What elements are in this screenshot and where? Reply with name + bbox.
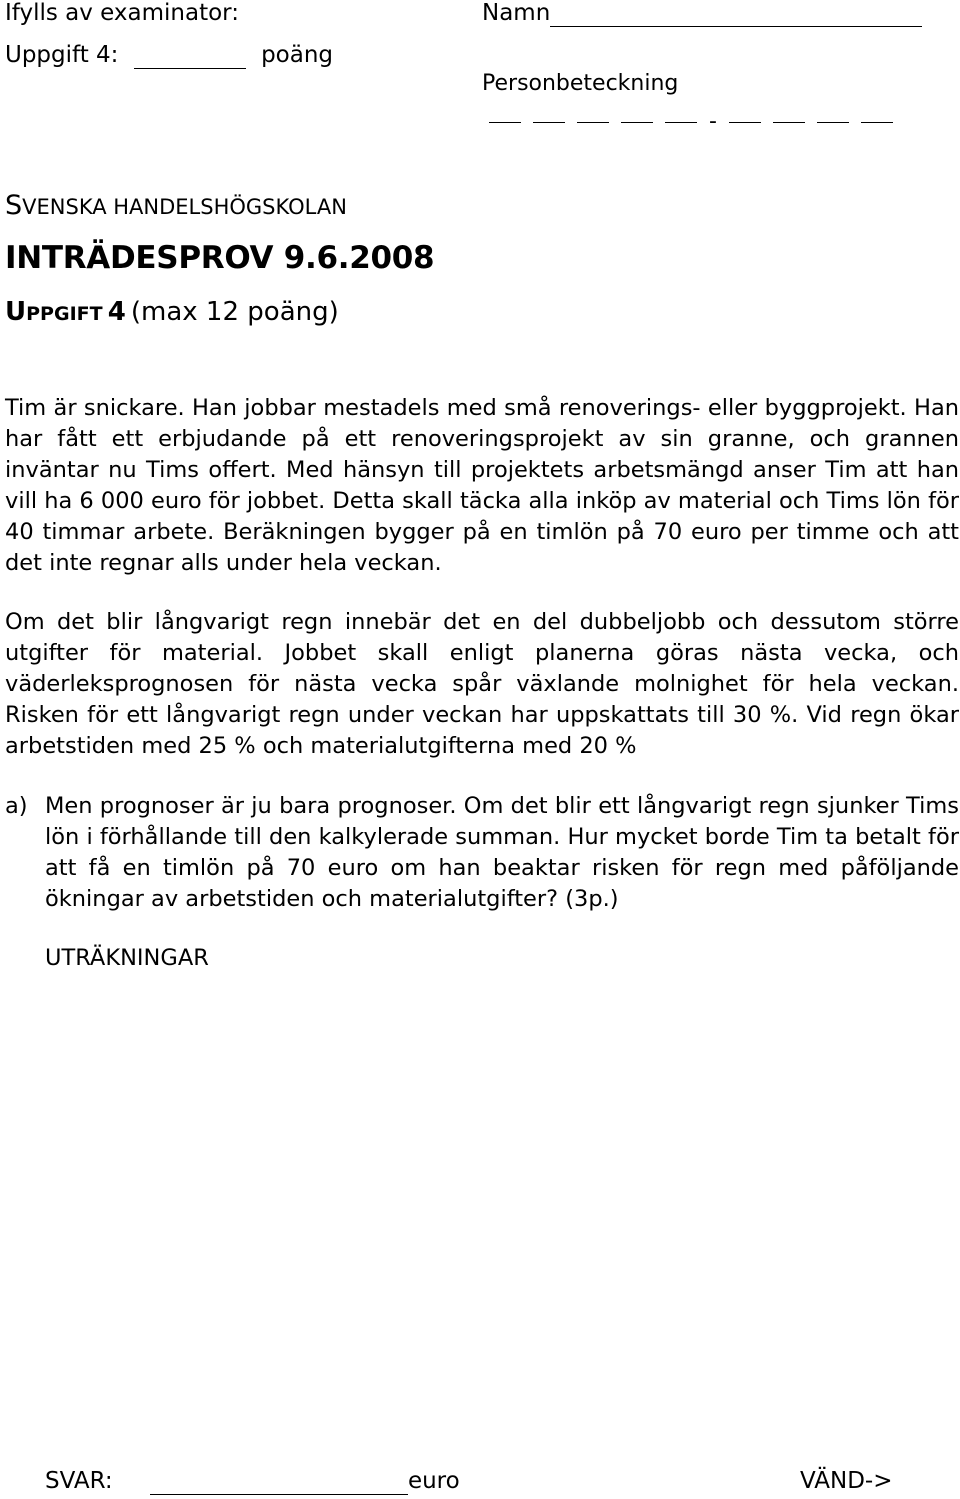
calculation-area[interactable] [45,990,945,1440]
paragraph-2: Om det blir långvarigt regn innebär det en del dubbeljobb och dessutom större utgifter för material. Jobbet skall enligt planerna göras nästa vecka, och väderleksprognosen för nästa vecka spår växlande molnighet för hela veckan. Risken för ett långvarigt regn under veckan har uppskattats till 30 %. Vid regn ökar arbetstiden med 25 % och materialutgifterna med 20 % [5,609,959,759]
calculations-label: UTRÄKNINGAR [45,945,209,971]
name-row [482,0,922,27]
id-label: Personbeteckning [482,71,679,96]
name-blank[interactable] [550,0,922,27]
question-a-label: a) [5,793,28,819]
name-label: Namn [482,0,551,26]
answer-unit: euro [407,1468,460,1494]
id-dash: - [709,109,717,134]
school-name: SVENSKA HANDELSHÖGSKOLAN [5,190,347,221]
id-blanks[interactable] [489,108,893,136]
points-label: poäng [261,42,334,68]
answer-row [45,1468,460,1495]
exam-title: INTRÄDESPROV 9.6.2008 [5,240,435,276]
examiner-label: Ifylls av examinator: [5,0,239,26]
task-points-row [5,42,333,69]
points-blank[interactable] [134,42,246,69]
paragraph-1: Tim är snickare. Han jobbar mestadels med små renoverings- eller byggprojekt. Han har fått ett erbjudande på ett renoveringsprojekt av sin granne, och grannen inväntar nu Tims offert. Med hänsyn till projektets arbetsmängd anser Tim att han vill ha 6 000 euro för jobbet. Detta skall täcka alla inköp av material och Tims lön för 40 timmar arbete. Beräkningen bygger på en timlön på 70 euro per timme och att det inte regnar alls under hela veckan. [5,395,960,576]
turn-page-label: VÄND-> [800,1468,893,1494]
answer-blank[interactable] [150,1468,408,1495]
task-label: Uppgift 4: [5,42,119,68]
task-heading: UPPGIFT 4 (max 12 poäng) [5,297,339,327]
question-a-text: Men prognoser är ju bara prognoser. Om det blir ett långvarigt regn sjunker Tims lön i förhållande till den kalkylerade summan. Hur mycket borde Tim ta betalt för att få en timlön på 70 euro om han beaktar risken för regn med påföljande ökningar av arbetstiden och materialutgifter? (3p.) [45,793,959,912]
answer-label: SVAR: [45,1468,113,1494]
question-a [5,791,959,915]
